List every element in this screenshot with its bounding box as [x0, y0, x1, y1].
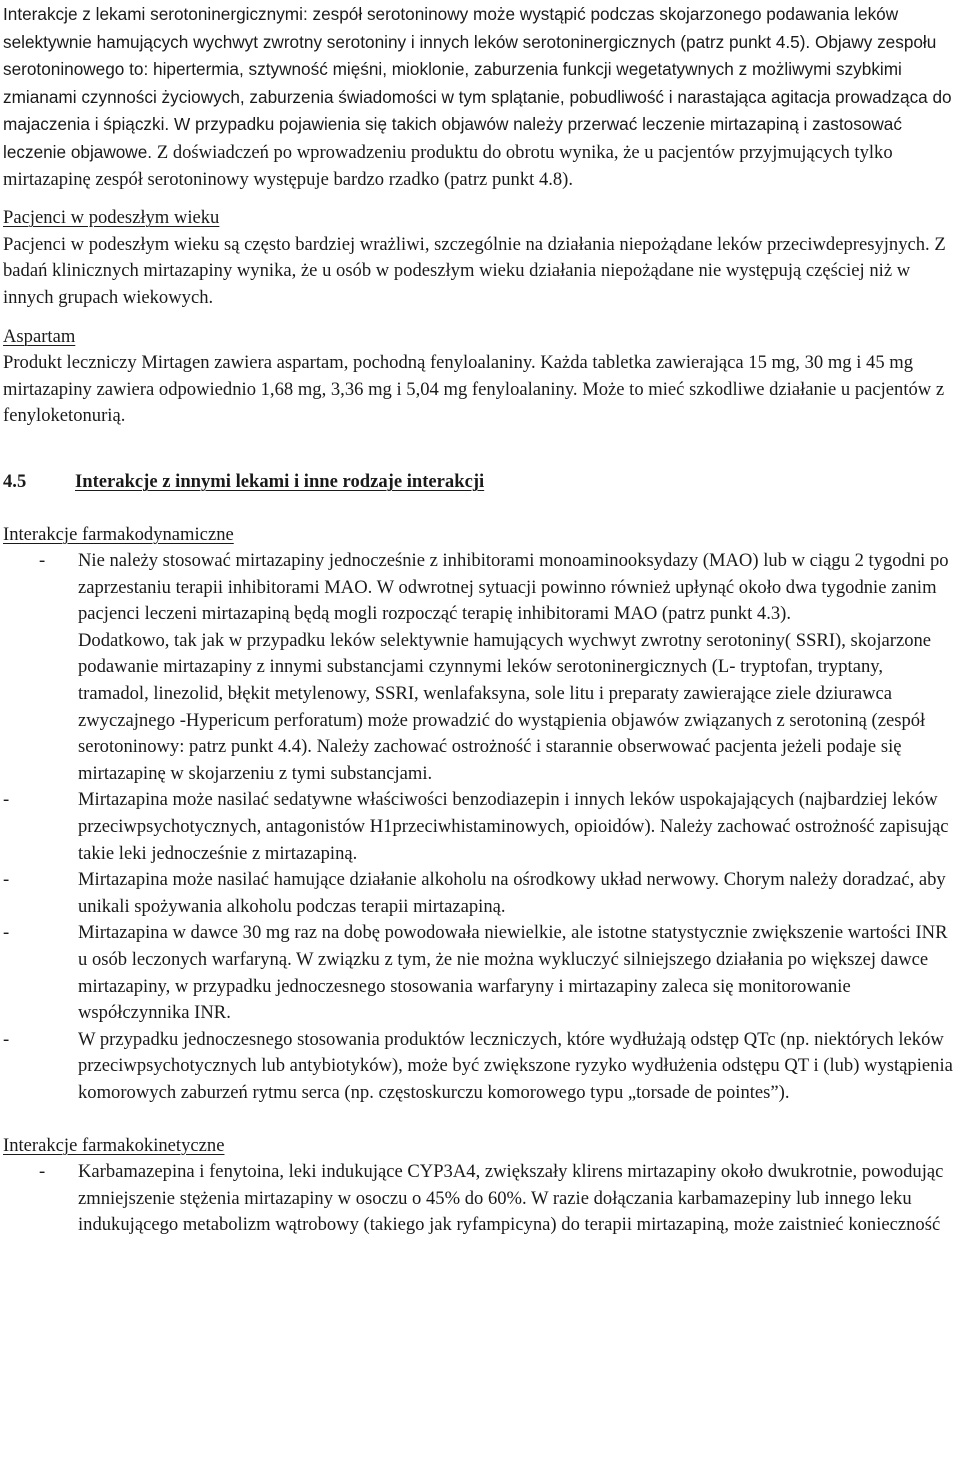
dash-bullet: -: [3, 869, 10, 891]
pharmacokinetic-heading: Interakcje farmakokinetyczne: [3, 1134, 225, 1156]
elderly-paragraph: Pacjenci w podeszłym wieku są często bardziej wrażliwi, szczególnie na działania niepożądane leków przeciwdepresyjnych. Z badań klinicznych mirtazapiny wynika, że u osób w podeszłym wieku działania niepożądane nie występują częściej niż w innych grupach wiekowych.: [3, 233, 946, 308]
dash-bullet: -: [39, 550, 46, 572]
intro-part-2: Objawy zespołu serotoninowego to: hipertermia, sztywność mięśni, mioklonie, zaburzenia funkcji wegetatywnych z możliwymi szybkimi zmianami czynności życiowych, zaburzenia świadomości w tym splątanie, pobudliwość i narastająca agitacja prowadząca do majaczenia i śpiączki. W przypadku pojawienia się takich objawów należy przerwać leczenie mirtazapiną i zastosować leczenie objawowe.: [3, 31, 952, 162]
intro-part-3: Z doświadczeń po wprowadzeniu produktu do obrotu wynika, że u pacjentów przyjmujących tylko mirtazapinę zespół serotoninowy występuje bardzo rzadko (patrz punkt 4.8).: [3, 141, 893, 190]
pharmacodynamic-heading: Interakcje farmakodynamiczne: [3, 523, 234, 545]
aspartam-paragraph: Produkt leczniczy Mirtagen zawiera aspartam, pochodną fenyloalaniny. Każda tabletka zawierająca 15 mg, 30 mg i 45 mg mirtazapiny zawiera odpowiednio 1,68 mg, 3,36 mg i 5,04 mg fenyloalaniny. Może to mieć szkodliwe działanie u pacjentów z fenyloketonurią.: [3, 352, 945, 427]
pharmacodynamic-first-list: [3, 548, 958, 787]
list-item: [3, 867, 958, 920]
list-item-text: Mirtazapina w dawce 30 mg raz na dobę powodowała niewielkie, ale istotne statystycznie zwiększenie wartości INR u osób leczonych warfaryną. W związku z tym, że nie można wykluczyć silniejszego działania po większej dawce mirtazapiny, w przypadku jednoczesnego stosowania warfaryny i mirtazapiny zaleca się monitorowanie współczynnika INR.: [78, 922, 948, 1024]
pharmacokinetic-list: [3, 1159, 958, 1239]
section-heading: [3, 469, 958, 496]
list-item: [3, 787, 958, 867]
list-item-text: Mirtazapina może nasilać sedatywne właściwości benzodiazepin i innych leków uspokajających (najbardziej leków przeciwpsychotycznych, antagonistów H1przeciwhistaminowych, opioidów). Należy zachować ostrożność zapisując takie leki jednocześnie z mirtazapiną.: [78, 789, 949, 864]
list-item-text: W przypadku jednoczesnego stosowania produktów leczniczych, które wydłużają odstęp QTc (np. niektórych leków przeciwpsychotycznych lub antybiotyków), może być zwiększone ryzyko wydłużenia odstępu QT i (lub) wystąpienia komorowych zaburzeń rytmu serca (np. częstoskurczu komorowego typu „torsade de pointes”).: [78, 1028, 953, 1103]
elderly-heading: Pacjenci w podeszłym wieku: [3, 207, 220, 229]
list-item: [3, 1027, 958, 1107]
list-item: [3, 1159, 958, 1239]
list-item: [3, 548, 958, 787]
list-item-continued-text: Dodatkowo, tak jak w przypadku leków selektywnie hamujących wychwyt zwrotny serotoniny( SSRI), skojarzone podawanie mirtazapiny z innymi substancjami czynnymi leków serotoninergicznych (L- tryptofan, tryptany, tramadol, linezolid, błękit metylenowy, SSRI, wenlafaksyna, sole litu i preparaty zawierające ziele dziurawca zwyczajnego -Hypericum perforatum) może prowadzić do wystąpienia objawów związanych z serotoniną (zespół serotoninowy: patrz punkt 4.4). Należy zachować ostrożność i starannie obserwować pacjenta jeżeli podaje się mirtazapinę w skojarzeniu z tymi substancjami.: [78, 629, 932, 784]
list-item: [3, 920, 958, 1026]
serotonin-syndrome-paragraph: [3, 1, 958, 193]
document-page: [3, 1, 958, 1239]
pharmacodynamic-list: [3, 787, 958, 1106]
dash-bullet: -: [3, 789, 10, 811]
dash-bullet: -: [3, 922, 10, 944]
dash-bullet: -: [39, 1161, 46, 1183]
aspartam-heading: Aspartam: [3, 325, 76, 347]
list-item-text: Mirtazapina może nasilać hamujące działanie alkoholu na ośrodkowy układ nerwowy. Chorym należy doradzać, aby unikali spożywania alkoholu podczas terapii mirtazapiną.: [78, 869, 946, 917]
list-item-text: Karbamazepina i fenytoina, leki indukujące CYP3A4, zwiększały klirens mirtazapiny około dwukrotnie, powodując zmniejszenie stężenia mirtazapiny w osoczu o 45% do 60%. W razie dołączania karbamazepiny lub innego leku indukującego metabolizm wątrobowy (takiego jak ryfampicyna) do terapii mirtazapiną, może zaistnieć konieczność: [78, 1161, 944, 1236]
dash-bullet: -: [3, 1028, 10, 1050]
list-item-text: Nie należy stosować mirtazapiny jednocześnie z inhibitorami monoaminooksydazy (MAO) lub w ciągu 2 tygodni po zaprzestaniu terapii inhibitorami MAO. W odwrotnej sytuacji powinno również upłynąć około dwa tygodnie zanim pacjenci leczeni mirtazapiną będą mogli rozpocząć terapię inhibitorami MAO (patrz punkt 4.3).: [78, 550, 949, 625]
intro-part-1: Interakcje z lekami serotoninergicznymi: zespół serotoninowy może wystąpić podczas skojarzonego podawania leków selektywnie hamujących wychwyt zwrotny serotoniny i innych leków serotoninergicznych (patrz punkt 4.5).: [3, 4, 899, 52]
section-number: 4.5: [3, 470, 27, 492]
section-title: Interakcje z innymi lekami i inne rodzaje interakcji: [75, 470, 485, 492]
